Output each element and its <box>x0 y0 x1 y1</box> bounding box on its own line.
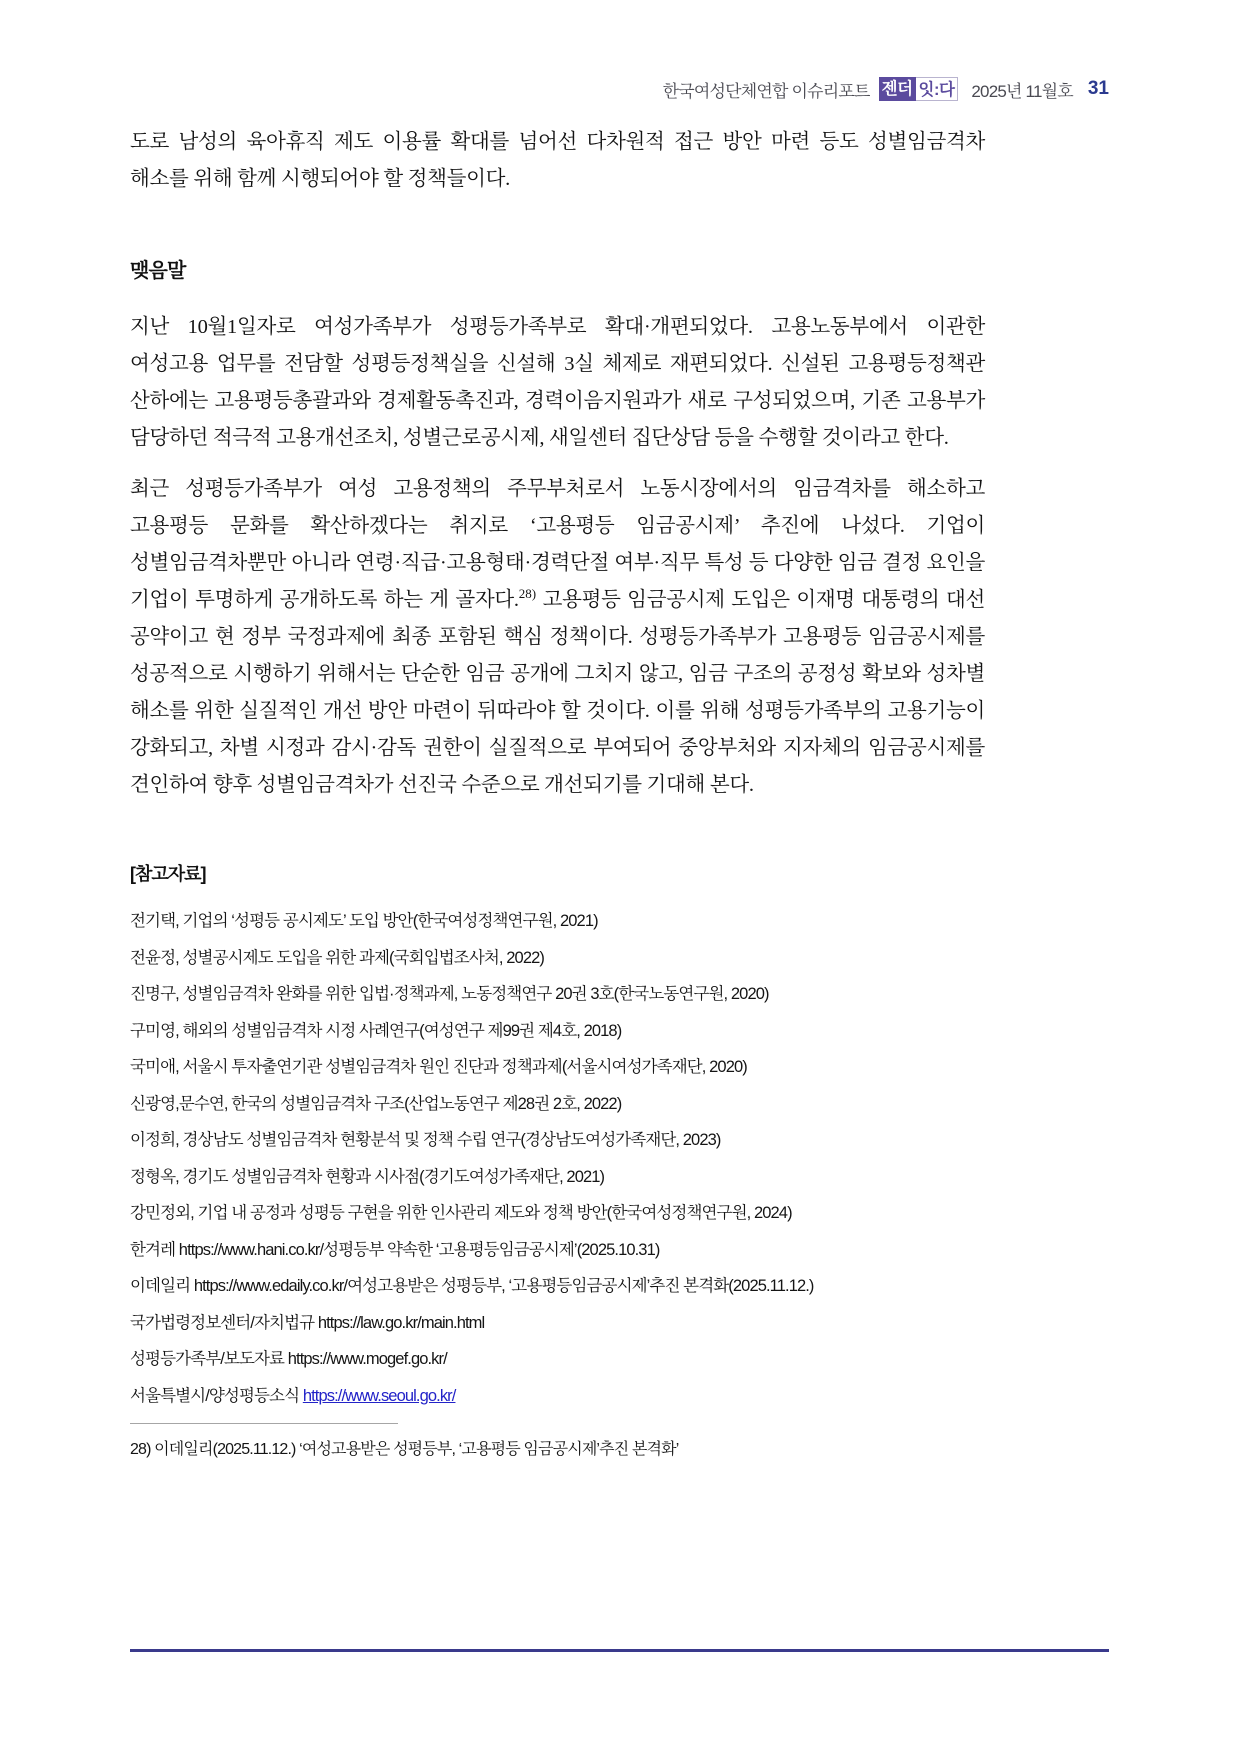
reference-item: 진명구, 성별임금격차 완화를 위한 입법·정책과제, 노동정책연구 20권 3호(한국노동연구원, 2020) <box>130 985 769 1003</box>
spacer <box>130 198 985 254</box>
page-bottom-rule <box>130 1649 1109 1652</box>
reference-item: 신광영,문수연, 한국의 성별임금격차 구조(산업노동연구 제28권 2호, 2022) <box>130 1094 622 1113</box>
logo-text-gender: 젠더 <box>879 77 916 101</box>
header-publication-title: 한국여성단체연합 이슈리포트 <box>662 81 870 101</box>
spacer <box>130 283 985 309</box>
page-header <box>130 72 1109 106</box>
conclusion-paragraph-2 <box>130 471 985 804</box>
gender-itda-logo <box>879 77 959 101</box>
footnote-28: 28) 이데일리(2025.11.12.) ‘여성고용받은 성평등부, ‘고용평등 임금공시제’추진 본격화’ <box>130 1441 679 1458</box>
paragraph-2-text-a: 최근 성평등가족부가 여성 고용정책의 주무부처로서 노동시장에서의 임금격차를 해소하고 고용평등 문화를 확산하겠다는 취지로 ‘고용평등 임금공시제’ 추진에 나섰다. 기업이 성별임금격차뿐만 아니라 연령·직급·고용형태·경력단절 여부·직무 특성 등 다양한 임금 결정 요인을 기업이 투명하게 공개하도록 하는 게 골자다. <box>130 478 985 611</box>
spacer <box>130 804 985 860</box>
reference-item: 이데일리 https://www.edaily.co.kr/여성고용받은 성평등부, ‘고용평등임금공시제’추진 본격화(2025.11.12.) <box>130 1277 814 1295</box>
reference-item: 구미영, 해외의 성별임금격차 시정 사례연구(여성연구 제99권 제4호, 2018) <box>130 1021 622 1040</box>
reference-item: 정형옥, 경기도 성별임금격차 현황과 시사점(경기도여성가족재단, 2021) <box>130 1167 605 1186</box>
reference-item-label: 서울특별시/양성평등소식 <box>130 1386 303 1405</box>
references-heading: [참고자료] <box>130 864 206 884</box>
spacer <box>130 886 985 912</box>
page-number: 31 <box>1087 78 1109 99</box>
reference-item: 국미애, 서울시 투자출연기관 성별임금격차 원인 진단과 정책과제(서울시여성가족재단, 2020) <box>130 1058 747 1076</box>
reference-item: 강민정외, 기업 내 공정과 성평등 구현을 위한 인사관리 제도와 정책 방안(한국여성정책연구원, 2024) <box>130 1204 792 1222</box>
footnote-reference-28[interactable]: 28) <box>518 586 537 602</box>
reference-item: 전기택, 기업의 ‘성평등 공시제도’ 도입 방안(한국여성정책연구원, 2021) <box>130 912 598 930</box>
reference-item: 이정희, 경상남도 성별임금격차 현황분석 및 정책 수립 연구(경상남도여성가족재단, 2023) <box>130 1131 721 1149</box>
continued-paragraph: 도로 남성의 육아휴직 제도 이용률 확대를 넘어선 다차원적 접근 방안 마련 등도 성별임금격차 해소를 위해 함께 시행되어야 할 정책들이다. <box>130 131 985 190</box>
footnote-separator-rule <box>130 1423 398 1424</box>
main-content <box>130 124 985 1460</box>
logo-text-itda: 잇:다 <box>916 77 959 101</box>
reference-item-seoul <box>130 1387 985 1405</box>
references-list <box>130 912 985 1405</box>
reference-item: 국가법령정보센터/자치법규 https://law.go.kr/main.html <box>130 1313 485 1332</box>
spacer <box>130 457 985 471</box>
header-issue-date: 2025년 11월호 <box>971 81 1073 101</box>
reference-item: 성평등가족부/보도자료 https://www.mogef.go.kr/ <box>130 1350 447 1368</box>
conclusion-paragraph-1: 지난 10월1일자로 여성가족부가 성평등가족부로 확대·개편되었다. 고용노동부에서 이관한 여성고용 업무를 전담할 성평등정책실을 신설해 3실 체제로 재편되었다. 신설된 고용평등정책관 산하에는 고용평등총괄과와 경제활동촉진과, 경력이음지원과가 새로 구성되었으며, 기존 고용부가 담당하던 적극적 고용개선조치, 성별근로공시제, 새일센터 집단상담 등을 수행할 것이라고 한다. <box>130 316 985 449</box>
seoul-go-kr-link[interactable]: https://www.seoul.go.kr/ <box>302 1386 456 1405</box>
paragraph-2-text-b: 고용평등 임금공시제 도입은 이재명 대통령의 대선 공약이고 현 정부 국정과제에 최종 포함된 핵심 정책이다. 성평등가족부가 고용평등 임금공시제를 성공적으로 시행하기 위해서는 단순한 임금 공개에 그치지 않고, 임금 구조의 공정성 확보와 성차별 해소를 위한 실질적인 개선 방안 마련이 뒤따라야 할 것이다. 이를 위해 성평등가족부의 고용기능이 강화되고, 차별 시정과 감시·감독 권한이 실질적으로 부여되어 중앙부처와 지자체의 임금공시제를 견인하여 향후 성별임금격차가 선진국 수준으로 개선되기를 기대해 본다. <box>130 589 985 796</box>
reference-item: 한겨레 https://www.hani.co.kr/성평등부 약속한 ‘고용평등임금공시제’(2025.10.31) <box>130 1240 660 1259</box>
section-heading-conclusion: 맺음말 <box>130 260 186 282</box>
reference-item: 전윤정, 성별공시제도 도입을 위한 과제(국회입법조사처, 2022) <box>130 948 544 967</box>
